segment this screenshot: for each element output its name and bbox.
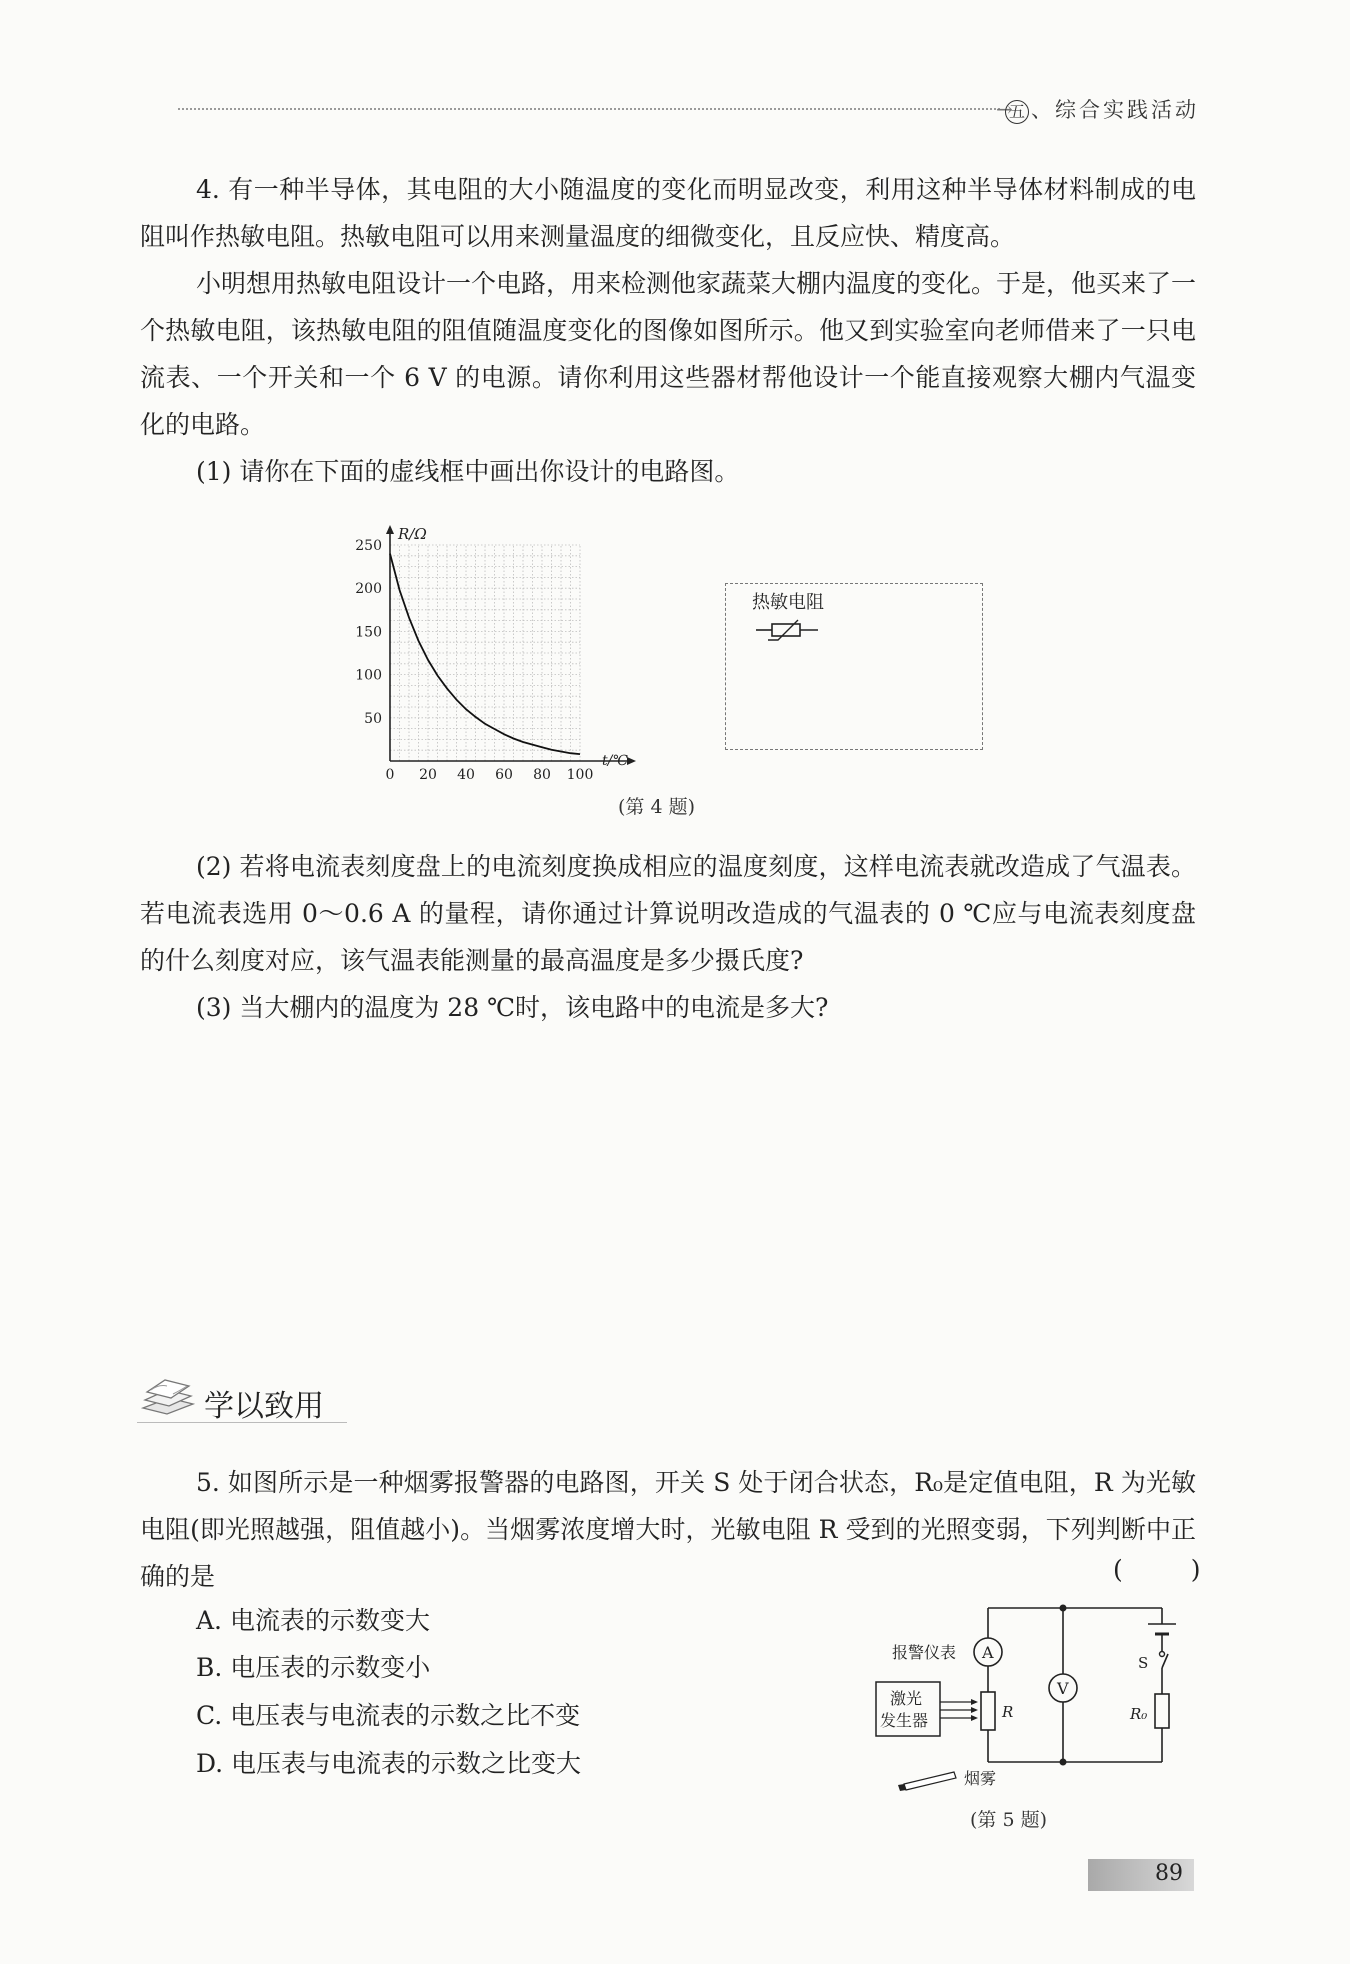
r-label: R bbox=[1002, 1703, 1014, 1721]
resistance-temperature-chart bbox=[340, 515, 660, 780]
x-tick-label: 60 bbox=[495, 767, 513, 780]
section-underline bbox=[137, 1422, 347, 1423]
thermistor-symbol-icon bbox=[752, 616, 824, 646]
voltmeter-label: V bbox=[1057, 1679, 1069, 1698]
q4-paragraph-2: 小明想用热敏电阻设计一个电路，用来检测他家蔬菜大棚内温度的变化。于是，他买来了一个热敏电阻，该热敏电阻的阻值随温度变化的图像如图所示。他又到实验室向老师借来了一只电流表、一个开关和一个 6 V 的电源。请你利用这些器材帮他设计一个能直接观察大棚内气温变化的电路。 bbox=[140, 269, 1197, 439]
r0-label: R₀ bbox=[1130, 1705, 1148, 1723]
y-tick-label: 50 bbox=[364, 710, 382, 727]
header-arrow-icon: → bbox=[996, 97, 1013, 121]
circled-numeral: 五 bbox=[1005, 100, 1029, 124]
smoke-alarm-circuit bbox=[868, 1598, 1198, 1798]
q4-part-3: (3) 当大棚内的温度为 28 ℃时，该电路中的电流是多大? bbox=[196, 993, 829, 1022]
option-c[interactable]: C. 电压表与电流表的示数之比不变 bbox=[196, 1701, 581, 1730]
x-axis-arrow-icon bbox=[627, 757, 636, 765]
switch-label: S bbox=[1138, 1654, 1149, 1672]
x-tick-label: 20 bbox=[419, 767, 437, 780]
ammeter-label: A bbox=[982, 1643, 994, 1662]
answer-bracket[interactable]: ( ) bbox=[1113, 1555, 1231, 1584]
laser-label-line1: 激光 bbox=[890, 1689, 923, 1708]
y-axis-arrow-icon bbox=[386, 525, 394, 534]
resistance-curve bbox=[390, 554, 580, 755]
x-tick-label: 100 bbox=[566, 767, 594, 780]
page-number: 89 bbox=[1155, 1861, 1183, 1886]
y-tick-label: 250 bbox=[355, 538, 382, 554]
x-tick-label: 0 bbox=[385, 767, 395, 780]
chart-grid bbox=[390, 545, 580, 761]
x-tick-label: 40 bbox=[457, 767, 475, 780]
thermistor-label: 热敏电阻 bbox=[752, 592, 824, 613]
books-icon bbox=[137, 1370, 199, 1420]
q4-part-2: (2) 若将电流表刻度盘上的电流刻度换成相应的温度刻度，这样电流表就改造成了气温表。若电流表选用 0～0.6 A 的量程，请你通过计算说明改造成的气温表的 0 ℃应与电流表刻度盘的什么刻度对应，该气温表能测量的最高温度是多少摄氏度? bbox=[140, 852, 1196, 975]
section-title: 学以致用 bbox=[204, 1389, 324, 1424]
r0-resistor-icon bbox=[1155, 1694, 1169, 1728]
y-tick-label: 200 bbox=[355, 581, 382, 598]
x-tick-labels bbox=[386, 767, 594, 780]
option-a[interactable]: A. 电流表的示数变大 bbox=[196, 1606, 430, 1635]
laser-label-line2: 发生器 bbox=[880, 1711, 929, 1730]
junction-dot bbox=[1060, 1605, 1067, 1612]
q4-part-1: (1) 请你在下面的虚线框中画出你设计的电路图。 bbox=[196, 457, 740, 486]
x-axis-label: t/℃ bbox=[602, 753, 629, 769]
y-tick-label: 100 bbox=[355, 667, 382, 684]
header-rule bbox=[178, 108, 1000, 110]
q5-stem: 5. 如图所示是一种烟雾报警器的电路图，开关 S 处于闭合状态，R₀是定值电阻，R 为光敏电阻(即光照越强，阻值越小)。当烟雾浓度增大时，光敏电阻 R 受到的光照变弱，下列判断中正确的是 bbox=[140, 1468, 1196, 1591]
smoke-label: 烟雾 bbox=[964, 1769, 997, 1788]
alarm-meter-label: 报警仪表 bbox=[892, 1643, 957, 1662]
figure-5-caption: (第 5 题) bbox=[970, 1809, 1047, 1831]
header-title bbox=[1005, 94, 1199, 124]
y-axis-label: R/Ω bbox=[398, 525, 427, 543]
option-d[interactable]: D. 电压表与电流表的示数之比变大 bbox=[196, 1749, 582, 1778]
y-tick-labels bbox=[355, 538, 382, 727]
x-tick-label: 80 bbox=[533, 767, 551, 780]
cigarette-icon bbox=[898, 1772, 956, 1791]
photoresistor-icon bbox=[981, 1692, 995, 1730]
laser-beams-icon bbox=[940, 1702, 976, 1718]
figure-4-caption: (第 4 题) bbox=[618, 796, 695, 818]
q4-paragraph-1: 4. 有一种半导体，其电阻的大小随温度的变化而明显改变，利用这种半导体材料制成的电阻叫作热敏电阻。热敏电阻可以用来测量温度的细微变化，且反应快、精度高。 bbox=[140, 175, 1196, 251]
header-title-text: 、综合实践活动 bbox=[1031, 98, 1199, 122]
y-tick-label: 150 bbox=[355, 624, 382, 641]
switch-contact-icon bbox=[1160, 1652, 1165, 1657]
junction-dot bbox=[1060, 1759, 1067, 1766]
option-b[interactable]: B. 电压表的示数变小 bbox=[196, 1653, 431, 1682]
